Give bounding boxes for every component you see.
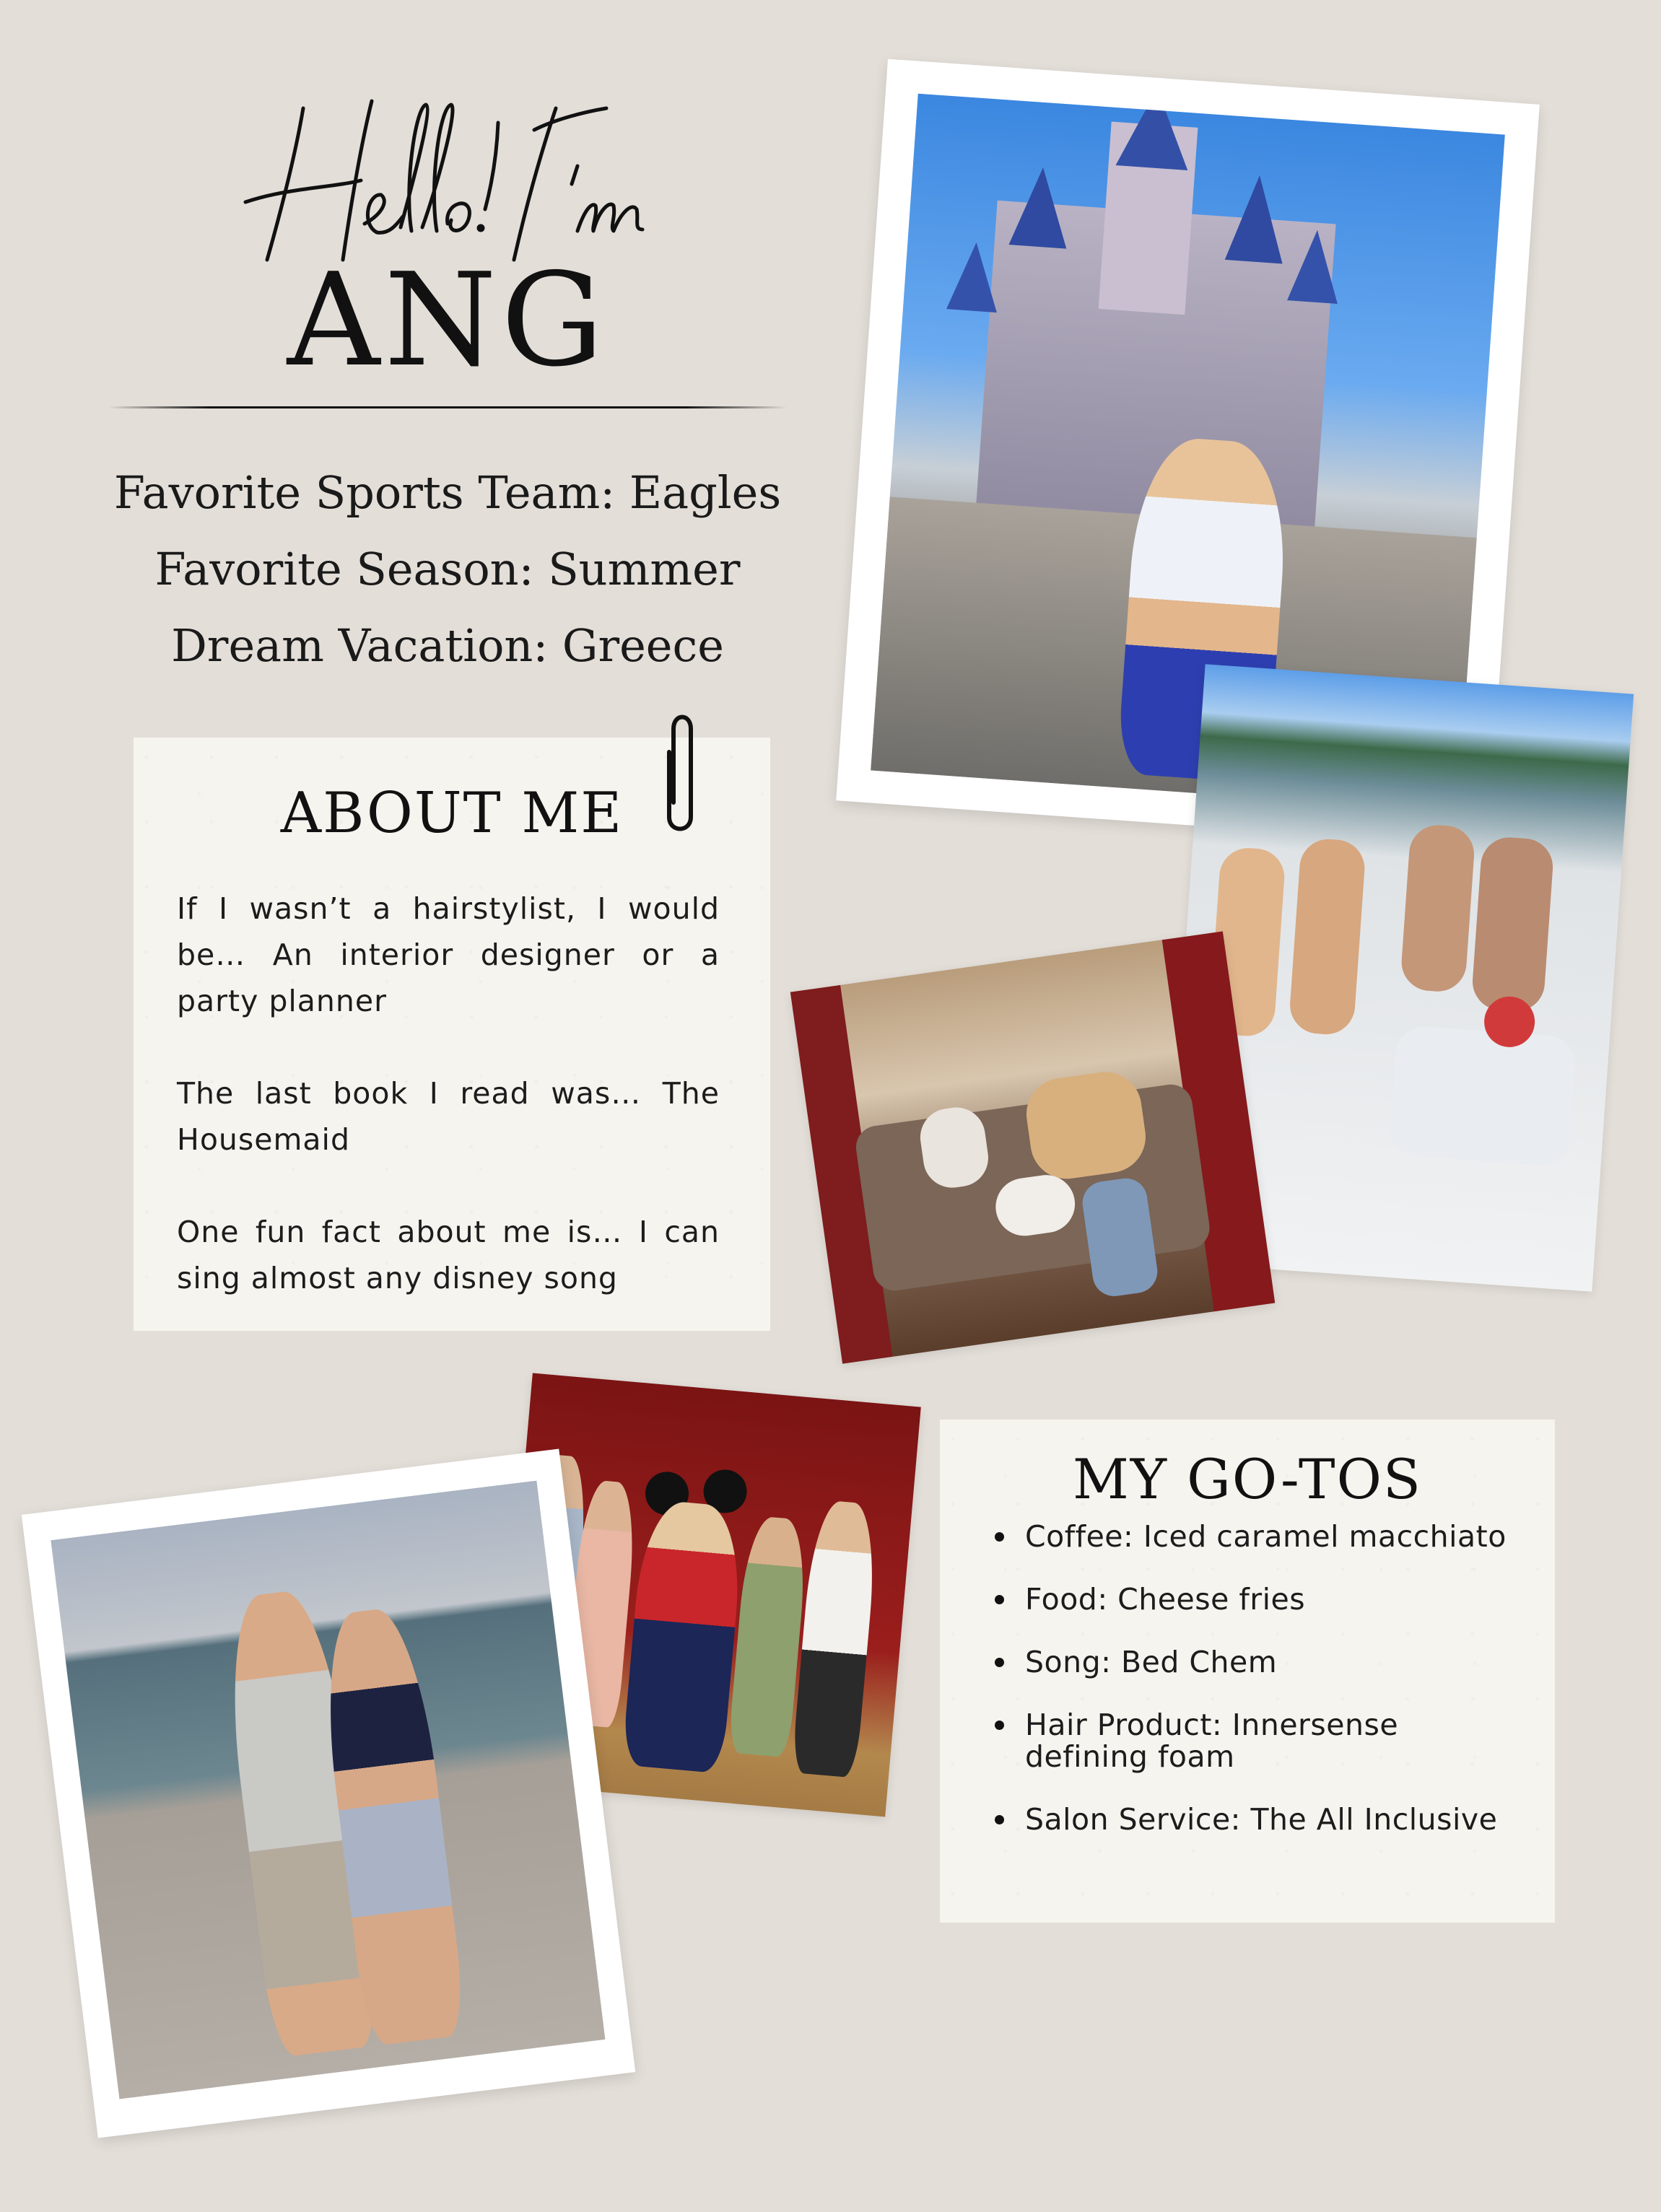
title-divider <box>108 406 787 408</box>
list-item: Food: Cheese fries <box>990 1583 1525 1615</box>
about-paragraph: If I wasn’t a hairstylist, I would be… An interior designer or a party planner <box>177 891 720 1018</box>
favorites-list <box>72 455 823 684</box>
about-paragraph: The last book I read was… The Housemaid <box>177 1076 720 1157</box>
go-tos-title: MY GO-TOS <box>1073 1447 1422 1511</box>
favorite-season: Favorite Season: Summer <box>154 543 741 595</box>
go-tos-list <box>990 1521 1525 1866</box>
favorite-sports-team: Favorite Sports Team: Eagles <box>113 466 782 519</box>
about-paragraph: One fun fact about me is… I can sing almost any disney song <box>177 1215 720 1295</box>
about-me-text <box>177 886 720 1347</box>
dream-vacation: Dream Vacation: Greece <box>171 619 724 672</box>
go-tos-card <box>940 1420 1555 1923</box>
paperclip-icon <box>661 709 698 840</box>
dogs-couch-photo <box>790 931 1275 1363</box>
list-item: Salon Service: The All Inclusive <box>990 1804 1525 1835</box>
about-me-title: ABOUT ME <box>280 781 624 846</box>
list-item: Coffee: Iced caramel macchiato <box>990 1521 1525 1552</box>
page-title: ANG <box>287 245 609 395</box>
list-item: Song: Bed Chem <box>990 1646 1525 1678</box>
list-item: Hair Product: Innersense defining foam <box>990 1709 1525 1772</box>
lakeside-couple-photo <box>22 1449 635 2138</box>
